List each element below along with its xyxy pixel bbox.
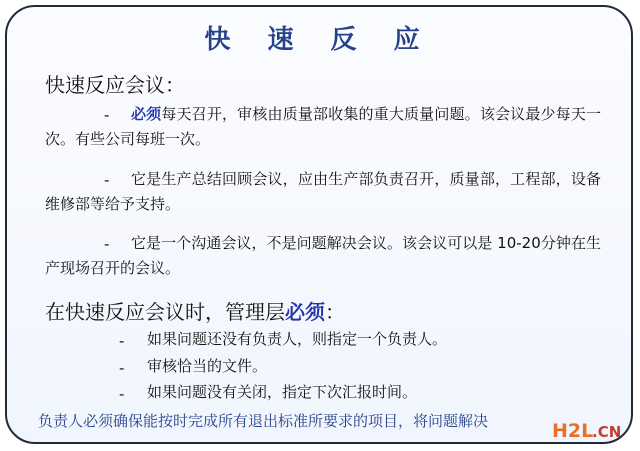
item-dash-3: - <box>119 385 125 403</box>
bullet-text-1: 每天召开，审核由质量部收集的重大质量问题。该会议最少每天一次。有些公司每班一次。 <box>45 105 601 148</box>
footer-note: 负责人必须确保能按时完成所有退出标准所要求的项目，将问题解决 <box>38 412 489 430</box>
bullet-paragraph-1 <box>45 102 601 152</box>
bullet-dash-3: - <box>104 235 110 253</box>
bullet-text-3: 它是一个沟通会议，不是问题解决会议。该会议可以是 10-20分钟在生产现场召开的会议。 <box>45 234 601 277</box>
slide-title: 快 速 反 应 <box>204 25 434 55</box>
heading-prefix: 在快速反应会议时，管理层 <box>45 300 285 324</box>
bullet-dash-1: - <box>104 106 110 124</box>
management-item-1: 如果问题还没有负责人，则指定一个负责人。 <box>147 330 448 348</box>
section-heading-management <box>45 296 345 325</box>
management-item-3: 如果问题没有关闭，指定下次汇报时间。 <box>147 383 418 401</box>
bullet-paragraph-3 <box>45 231 601 281</box>
item-dash-2: - <box>119 359 125 377</box>
management-item-2: 审核恰当的文件。 <box>147 357 268 375</box>
slide-panel <box>5 5 633 444</box>
item-dash-1: - <box>119 332 125 350</box>
watermark-logo-cn: .CN <box>592 423 622 441</box>
section-heading-meeting: 快速反应会议： <box>45 73 185 97</box>
emphasis-must-2: 必须 <box>285 300 325 324</box>
emphasis-must: 必须 <box>131 105 162 123</box>
bullet-dash-2: - <box>104 171 110 189</box>
bullet-paragraph-2 <box>45 167 601 217</box>
bullet-text-2: 它是生产总结回顾会议，应由生产部负责召开，质量部，工程部，设备维修部等给予支持。 <box>45 170 601 213</box>
heading-suffix: ： <box>325 300 345 324</box>
watermark-logo-h2l: H2L <box>552 420 594 442</box>
